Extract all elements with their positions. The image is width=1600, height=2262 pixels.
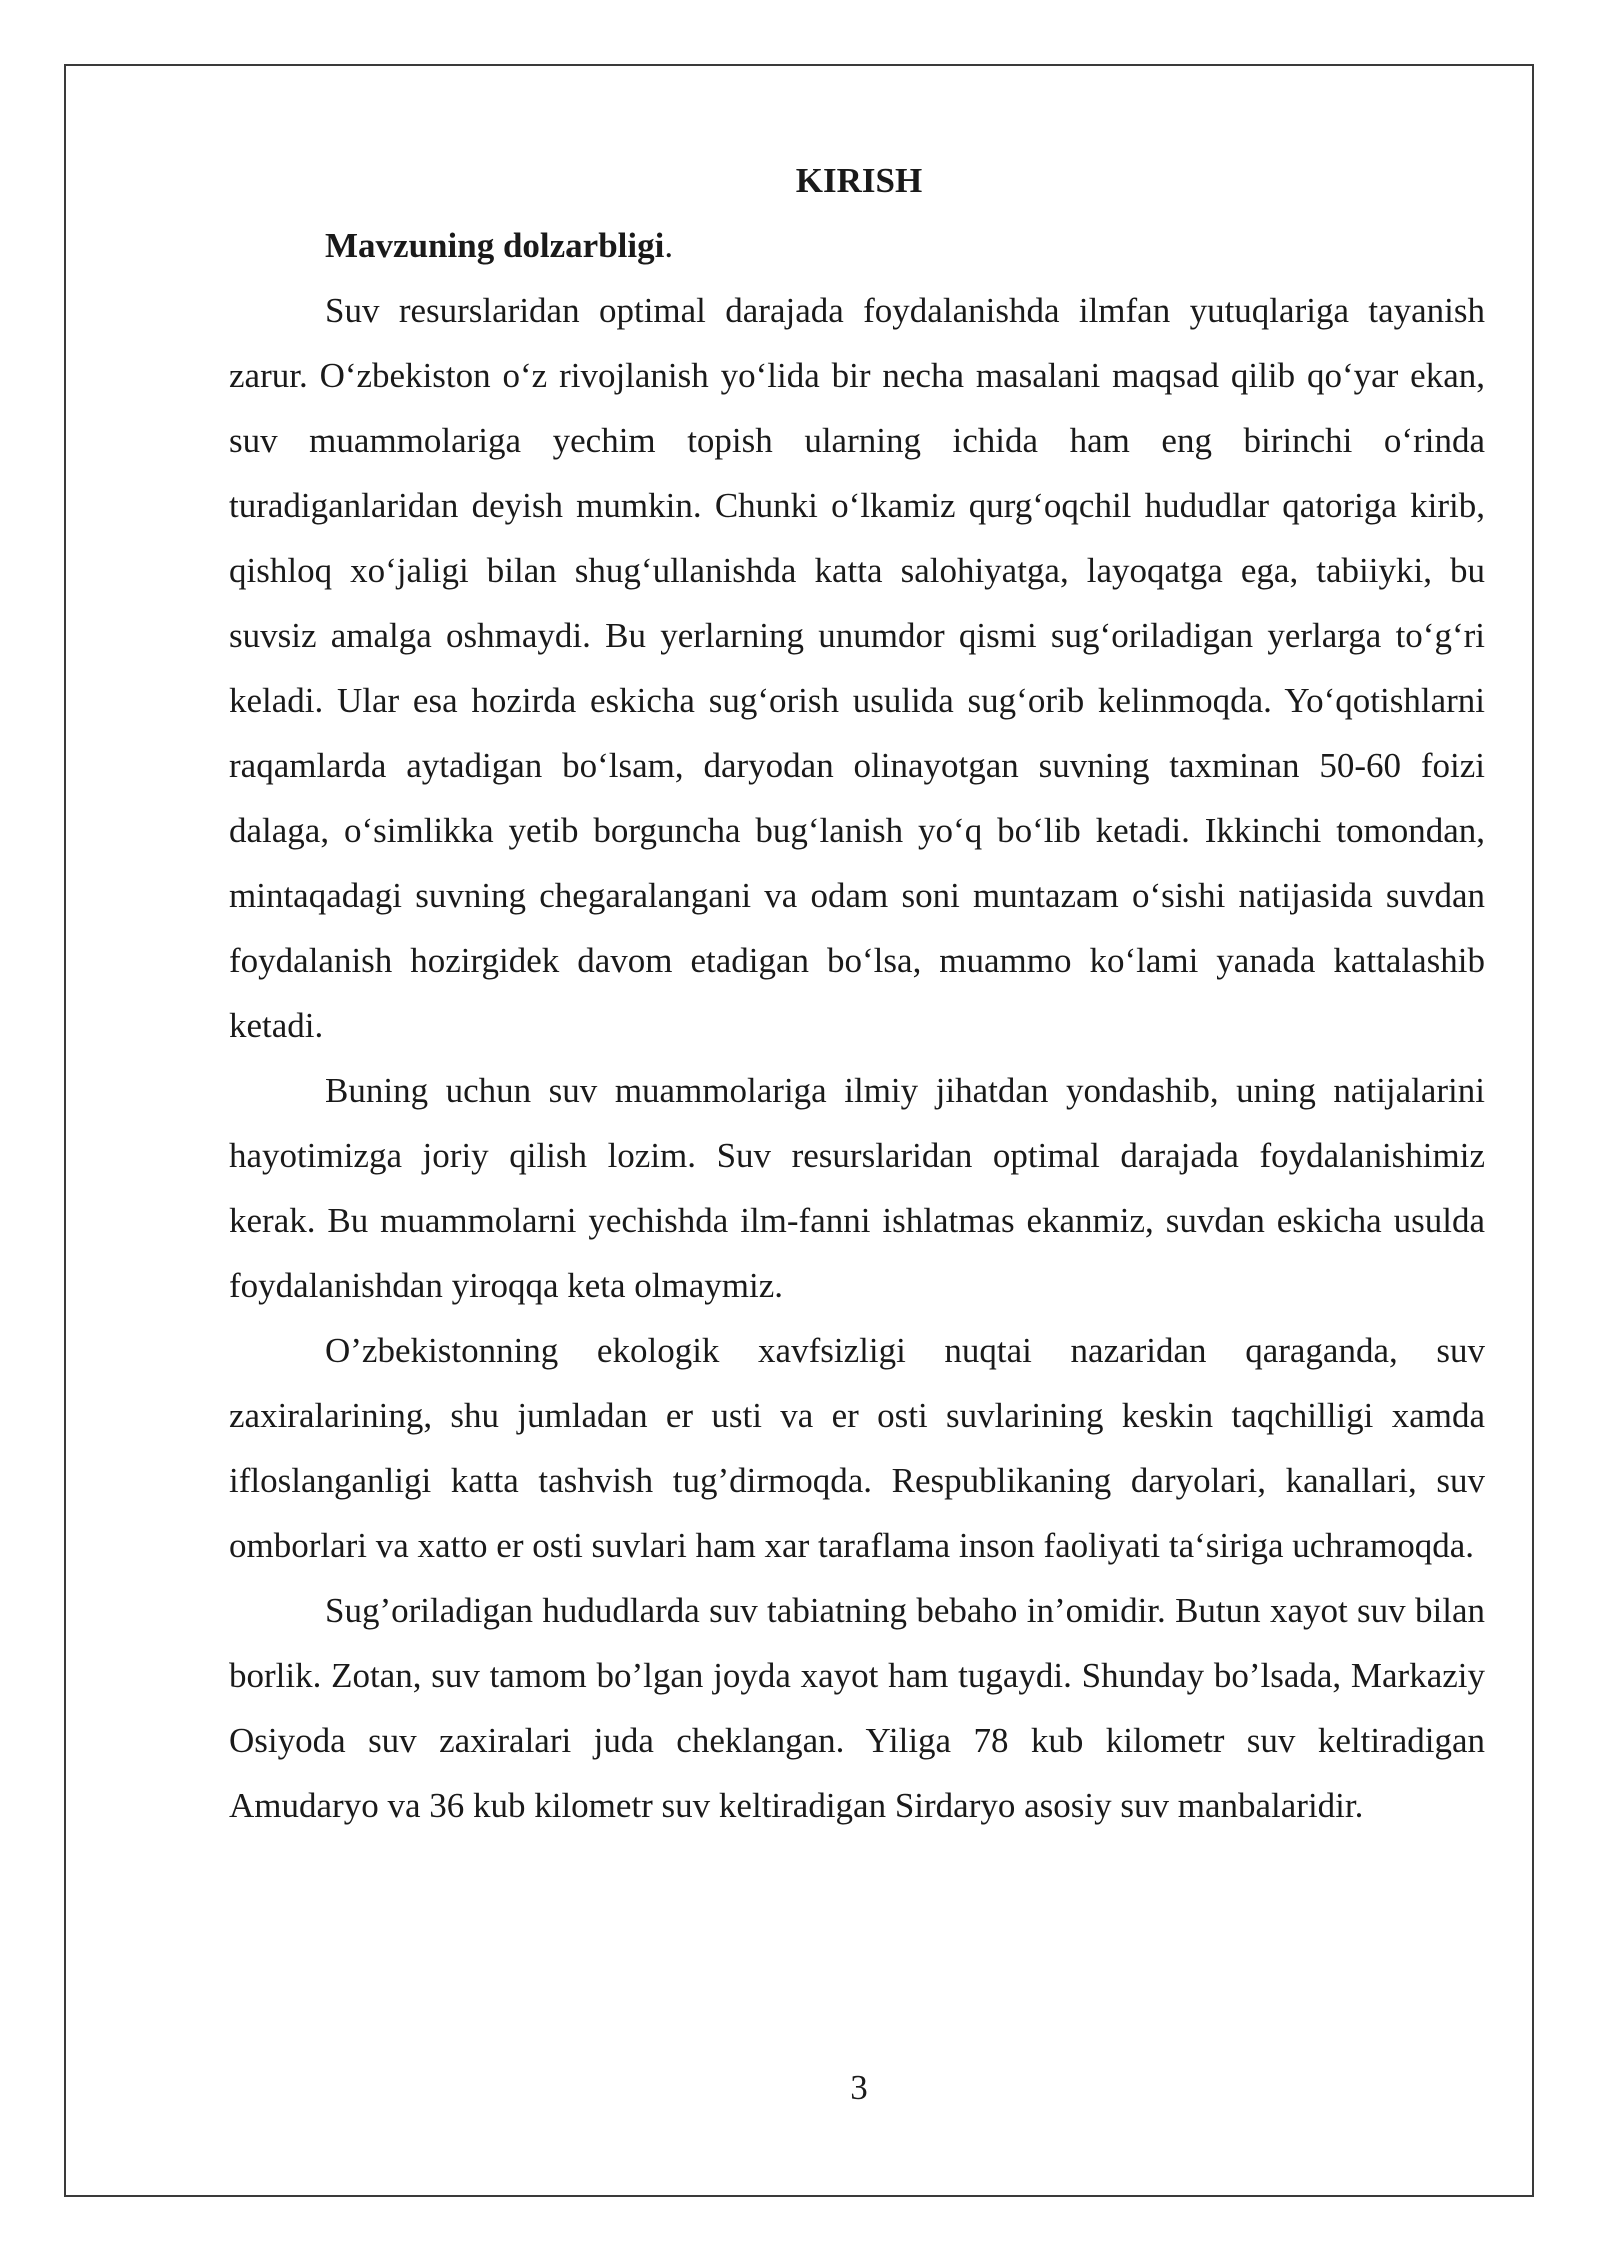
paragraph-2: Buning uchun suv muammolariga ilmiy jihatdan yondashib, uning natijalarini hayotimizga joriy qilish lozim. Suv resurslaridan optimal darajada foydalanishimiz kerak. Bu muammolarni yechishda ilm-fanni ishlatmas ekanmiz, suvdan eskicha usulda foydalanishdan yiroqqa keta olmaymiz.: [229, 1071, 1485, 1305]
subsection-heading-punctuation: .: [664, 226, 674, 265]
section-heading: KIRISH: [795, 161, 923, 200]
document-body: [229, 148, 1485, 1838]
subsection-heading: [229, 213, 1485, 278]
paragraph-3: O’zbekistonning ekologik xavfsizligi nuqtai nazaridan qaraganda, suv zaxiralarining, shu jumladan er usti va er osti suvlarining keskin taqchilligi xamda ifloslanganligi katta tashvish tug’dirmoqda. Respublikaning daryolari, kanallari, suv omborlari va xatto er osti suvlari ham xar taraflama inson faoliyati ta‘siriga uchramoqda.: [229, 1331, 1485, 1565]
paragraph-1: Suv resurslaridan optimal darajada foydalanishda ilmfan yutuqlariga tayanish zarur. O‘zbekiston o‘z rivojlanish yo‘lida bir necha masalani maqsad qilib qo‘yar ekan, suv muammolariga yechim topish ularning ichida ham eng birinchi o‘rinda turadiganlaridan deyish mumkin. Chunki o‘lkamiz qurg‘oqchil hududlar qatoriga kirib, qishloq xo‘jaligi bilan shug‘ullanishda katta salohiyatga, layoqatga ega, tabiiyki, bu suvsiz amalga oshmaydi. Bu yerlarning unumdor qismi sug‘oriladigan yerlarga to‘g‘ri keladi. Ular esa hozirda eskicha sug‘orish usulida sug‘orib kelinmoqda. Yo‘qotishlarni raqamlarda aytadigan bo‘lsam, daryodan olinayotgan suvning taxminan 50-60 foizi dalaga, o‘simlikka yetib borguncha bug‘lanish yo‘q bo‘lib ketadi. Ikkinchi tomondan, mintaqadagi suvning chegaralangani va odam soni muntazam o‘sishi natijasida suvdan foydalanish hozirgidek davom etadigan bo‘lsa, muammo ko‘lami yanada kattalashib ketadi.: [229, 291, 1485, 1045]
paragraph-4: Sug’oriladigan hududlarda suv tabiatning bebaho in’omidir. Butun xayot suv bilan borlik. Zotan, suv tamom bo’lgan joyda xayot ham tugaydi. Shunday bo’lsada, Markaziy Osiyoda suv zaxiralari juda cheklangan. Yiliga 78 kub kilometr suv keltiradigan Amudaryo va 36 kub kilometr suv keltiradigan Sirdaryo asosiy suv manbalaridir.: [229, 1591, 1485, 1825]
subsection-heading-text: Mavzuning dolzarbligi: [325, 226, 665, 265]
page-number: 3: [850, 2068, 868, 2107]
